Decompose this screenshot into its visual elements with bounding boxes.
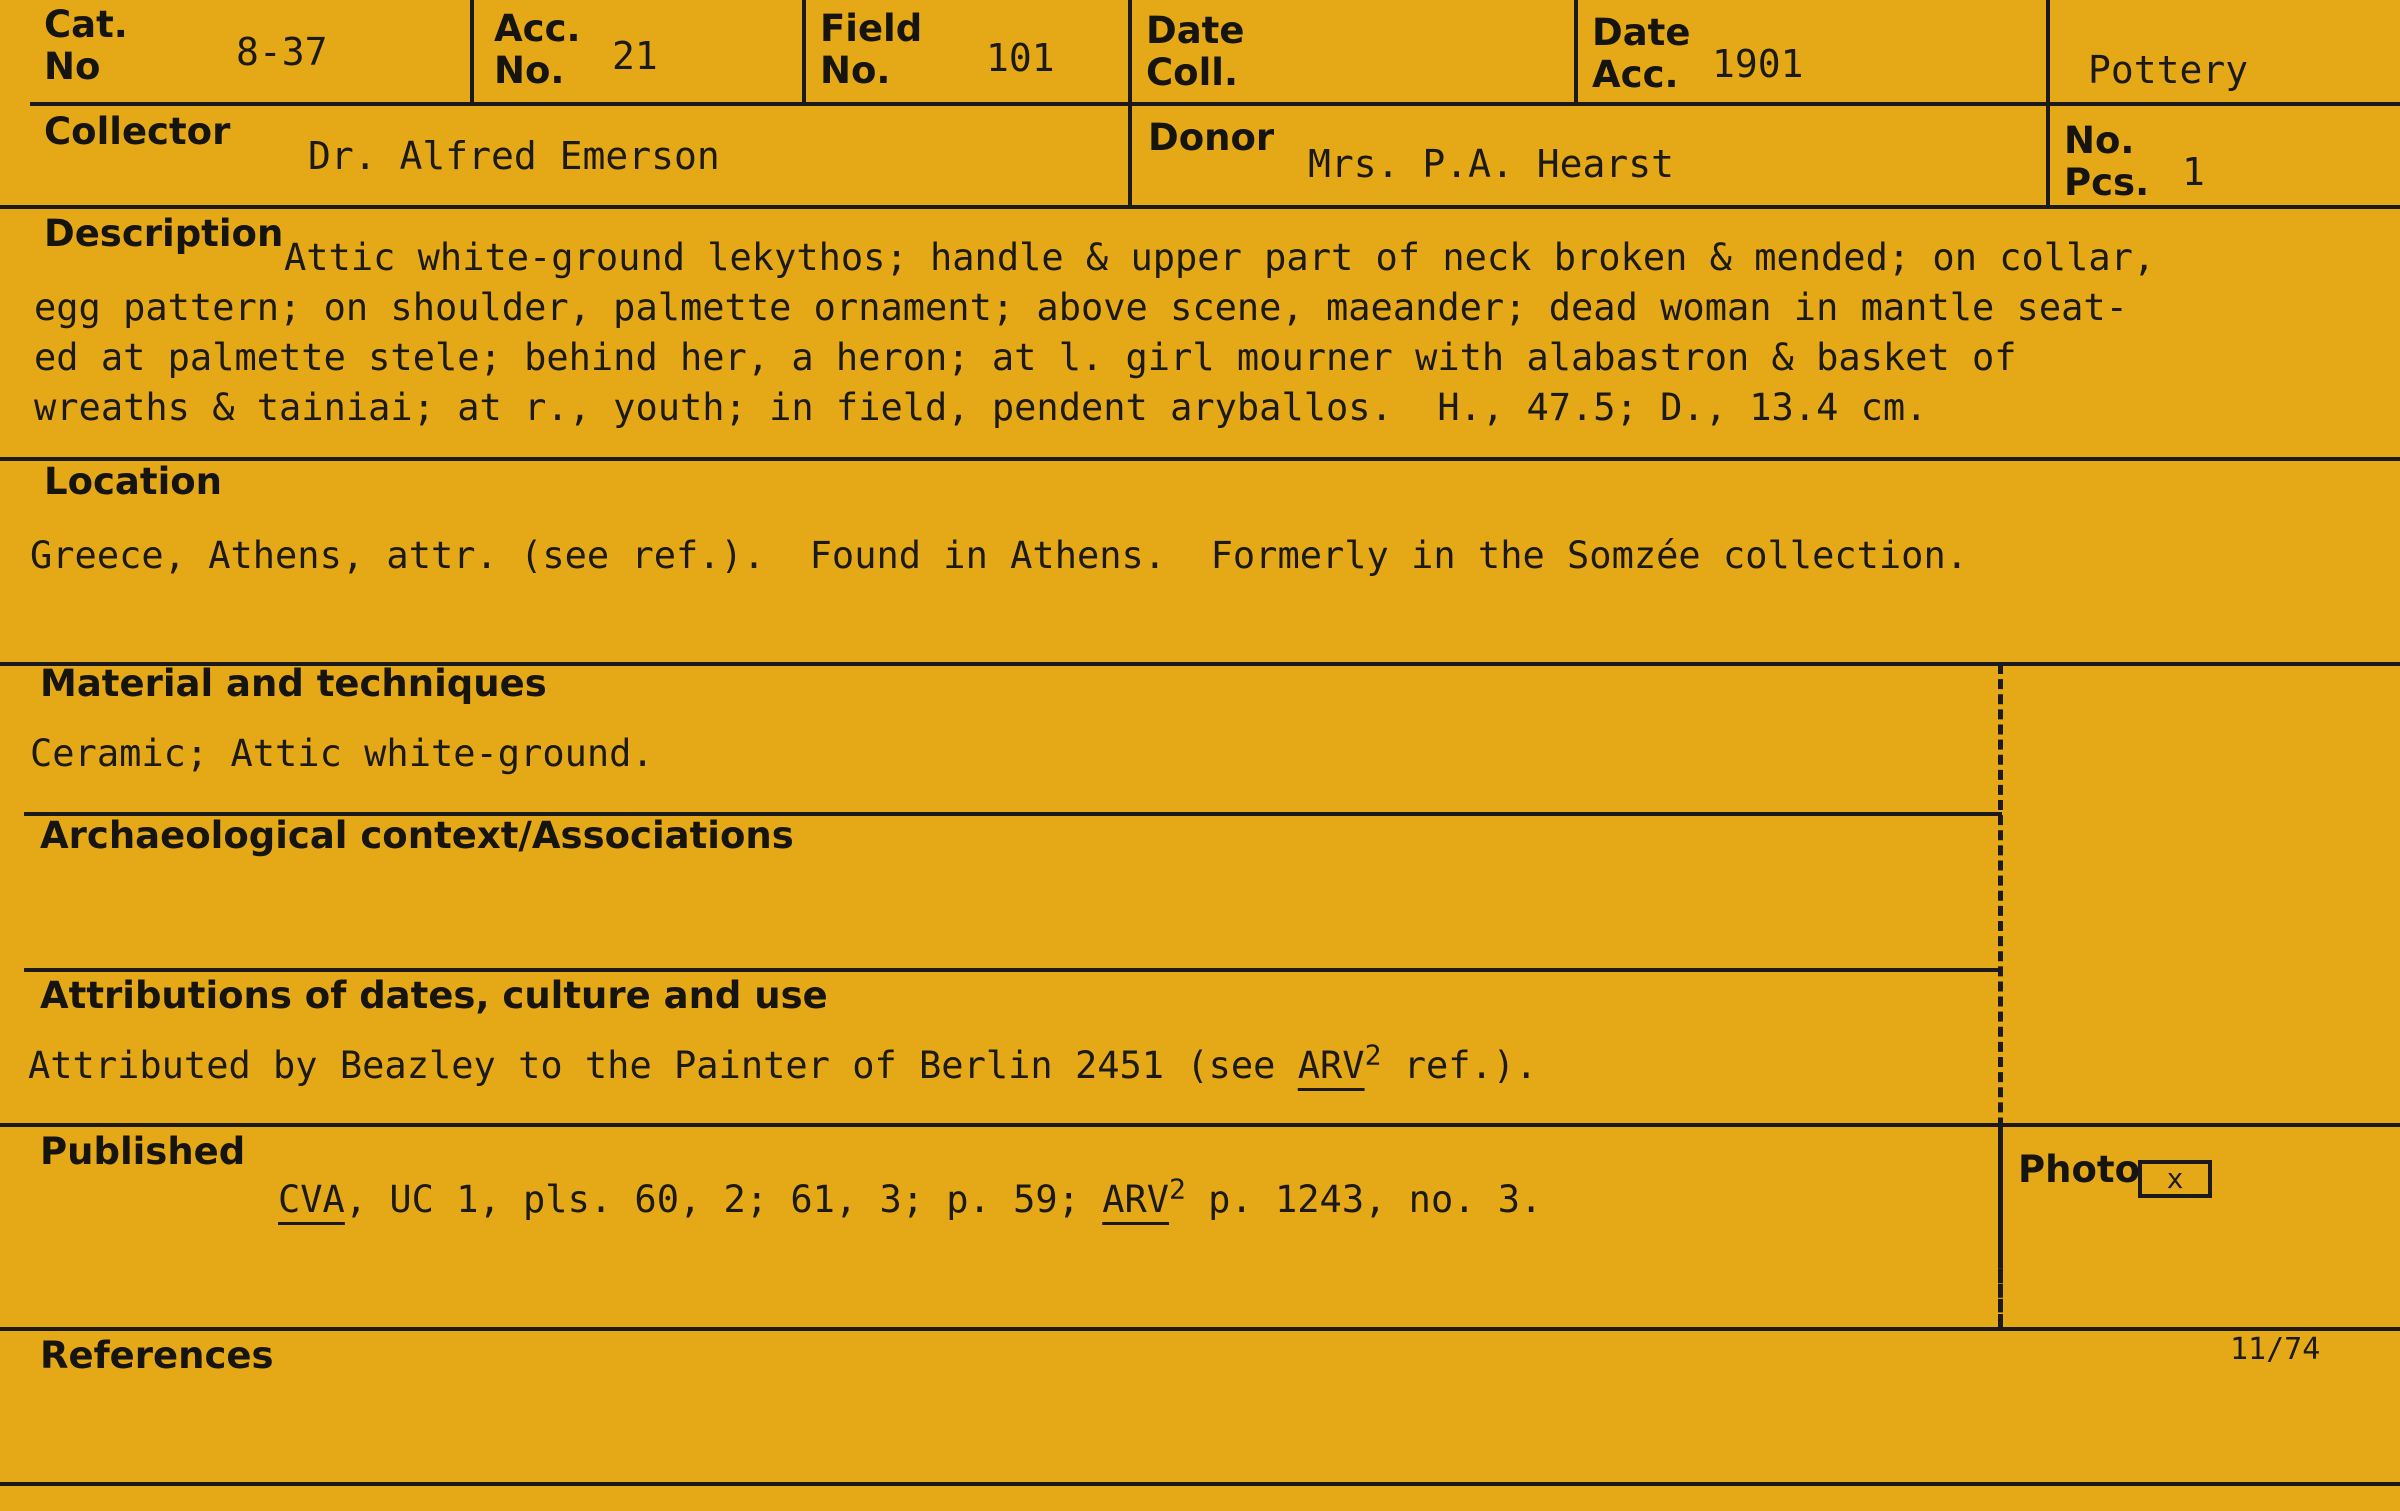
photo-label: Photo [2018, 1148, 2140, 1191]
col-divider-2 [802, 0, 806, 104]
published-value: CVA, UC 1, pls. 60, 2; 61, 3; p. 59; ARV$^2$ p. 1243, no. 3. [278, 1172, 1543, 1221]
date-coll-label: Date Coll. [1146, 9, 1245, 94]
col-divider-5 [2046, 0, 2050, 208]
col-divider-4 [1574, 0, 1578, 104]
published-label: Published [40, 1130, 246, 1173]
collector-value: Dr. Alfred Emerson [308, 134, 720, 178]
rule-below-context [24, 968, 2002, 972]
date-acc-label: Date Acc. [1592, 11, 1691, 96]
references-label: References [40, 1334, 274, 1377]
context-label: Archaeological context/Associations [40, 814, 794, 857]
col-divider-3 [1128, 0, 1132, 208]
description-line-4: wreaths & tainiai; at r., youth; in field, pendent aryballos. H., 47.5; D., 13.4 cm. [34, 386, 1928, 429]
photo-column-divider-lower [1998, 1127, 2003, 1327]
rule-bottom [0, 1482, 2400, 1486]
description-label: Description [44, 212, 284, 255]
material-value: Ceramic; Attic white-ground. [30, 732, 654, 775]
category-value: Pottery [2088, 48, 2249, 92]
description-line-1: Attic white-ground lekythos; handle & upper part of neck broken & mended; on collar, [284, 236, 2156, 279]
location-value: Greece, Athens, attr. (see ref.). Found in Athens. Formerly in the Somzée collection. [30, 534, 1969, 577]
acc-no-value: 21 [612, 34, 658, 78]
arv-reference-published: ARV [1102, 1178, 1170, 1221]
col-divider-1 [470, 0, 474, 104]
arv-reference: ARV [1297, 1044, 1365, 1087]
location-label: Location [44, 460, 223, 503]
material-label: Material and techniques [40, 662, 547, 705]
donor-value: Mrs. P.A. Hearst [1308, 142, 1675, 186]
attributions-label: Attributions of dates, culture and use [40, 974, 828, 1017]
rule-top-header [30, 102, 2400, 106]
date-acc-value: 1901 [1712, 42, 1804, 86]
field-no-label: Field No. [820, 7, 923, 92]
attributions-value: Attributed by Beazley to the Painter of Berlin 2451 (see ARV$^2$ ref.). [28, 1038, 1538, 1087]
cat-no-value: 8-37 [236, 30, 328, 74]
donor-label: Donor [1148, 116, 1275, 159]
references-date-note: 11/74 [2230, 1332, 2321, 1367]
field-no-value: 101 [986, 36, 1055, 80]
no-pcs-value: 1 [2182, 150, 2205, 194]
cva-reference: CVA [278, 1178, 345, 1221]
no-pcs-label: No. Pcs. [2064, 119, 2150, 204]
photo-checkbox[interactable]: x [2138, 1160, 2212, 1198]
rule-below-attributions [0, 1123, 2400, 1127]
cat-no-label: Cat. No [44, 3, 128, 88]
description-line-3: ed at palmette stele; behind her, a heron; at l. girl mourner with alabastron & basket of [34, 336, 2017, 379]
rule-below-collector [0, 205, 2400, 209]
rule-below-description [0, 457, 2400, 461]
collector-label: Collector [44, 110, 231, 153]
acc-no-label: Acc. No. [494, 7, 581, 92]
description-line-2: egg pattern; on shoulder, palmette ornament; above scene, maeander; dead woman in mantle seat- [34, 286, 2128, 329]
rule-above-references [0, 1327, 2400, 1331]
